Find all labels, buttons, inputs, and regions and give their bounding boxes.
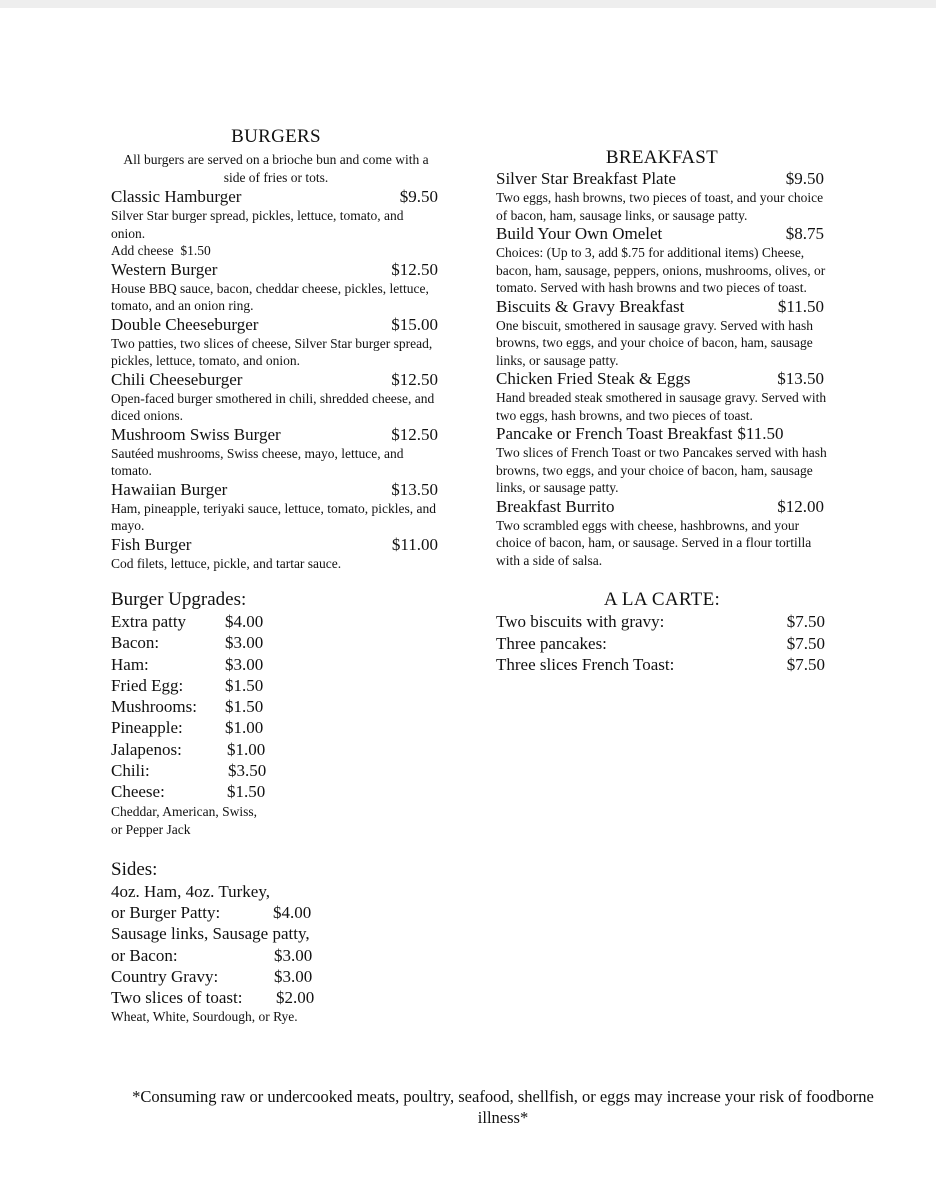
upgrade-name: Ham:	[111, 654, 149, 674]
item-name: Silver Star Breakfast Plate	[496, 169, 676, 188]
item-description: House BBQ sauce, bacon, cheddar cheese, pickles, lettuce, tomato, and an onion ring.	[111, 280, 429, 313]
alacarte-price: $7.50	[786, 612, 825, 631]
upgrade-row	[111, 675, 441, 696]
side-row	[111, 902, 441, 923]
upgrade-row	[111, 611, 441, 632]
item-price: $11.50	[777, 296, 824, 316]
item-description: Two scrambled eggs with cheese, hashbrowns, and your choice of bacon, ham, or sausage. Served in a flour tortilla with a side of salsa.	[496, 517, 812, 568]
burgers-title: BURGERS	[231, 126, 321, 147]
item-description: Two patties, two slices of cheese, Silver Star burger spread, pickles, lettuce, tomato, and onion.	[111, 335, 433, 368]
side-row	[111, 881, 441, 902]
upgrade-row	[111, 717, 441, 738]
toast-options: Wheat, White, Sourdough, or Rye.	[111, 1009, 298, 1025]
side-row	[111, 966, 441, 987]
right-column	[496, 147, 828, 676]
side-price: $4.00	[273, 902, 312, 922]
item-description: Sautéed mushrooms, Swiss cheese, mayo, lettuce, and tomato.	[111, 445, 404, 478]
breakfast-item	[496, 424, 828, 497]
side-price: $3.00	[274, 966, 313, 986]
upgrade-name: Extra patty	[111, 612, 187, 631]
item-price: $15.00	[391, 314, 438, 334]
breakfast-title: BREAKFAST	[605, 147, 719, 168]
upgrade-price: $1.00	[227, 739, 266, 759]
burger-item	[111, 480, 441, 535]
item-name: Hawaiian Burger	[111, 479, 228, 499]
side-name: 4oz. Ham, 4oz. Turkey,	[111, 881, 270, 901]
alacarte-name: Two biscuits with gravy:	[496, 612, 665, 631]
side-row	[111, 987, 441, 1008]
burger-item	[111, 425, 441, 480]
burger-item	[111, 260, 441, 315]
item-name: Fish Burger	[111, 534, 192, 554]
upgrade-name: Bacon:	[111, 633, 160, 653]
item-price: $11.00	[391, 534, 438, 554]
side-row	[111, 945, 441, 966]
alacarte-name: Three pancakes:	[496, 633, 607, 653]
sides-section	[111, 859, 441, 1027]
alacarte-section	[496, 589, 828, 676]
item-name: Pancake or French Toast Breakfast	[496, 424, 733, 443]
item-price: $13.50	[777, 369, 824, 388]
item-name: Build Your Own Omelet	[496, 224, 663, 243]
upgrades-title: Burger Upgrades:	[111, 589, 247, 610]
upgrade-name: Jalapenos:	[111, 739, 182, 759]
item-name: Breakfast Burrito	[496, 496, 615, 516]
upgrade-row	[111, 781, 441, 802]
side-name: or Bacon:	[111, 945, 178, 965]
item-price: $13.50	[391, 479, 438, 499]
alacarte-row	[496, 611, 828, 633]
side-name: or Burger Patty:	[111, 902, 221, 922]
alacarte-name: Three slices French Toast:	[496, 655, 675, 674]
upgrade-row	[111, 696, 441, 717]
item-description: Choices: (Up to 3, add $.75 for additional items) Cheese, bacon, ham, sausage, peppers, onions, mushrooms, olives, or tomato. Served with hash browns and two pieces of toast.	[496, 245, 826, 295]
cheese-options-line-1: Cheddar, American, Swiss,	[111, 803, 258, 819]
item-name: Double Cheeseburger	[111, 314, 259, 334]
breakfast-item	[496, 297, 828, 370]
item-name: Classic Hamburger	[111, 187, 242, 206]
item-price: $12.50	[391, 424, 438, 444]
upgrade-row	[111, 739, 441, 760]
upgrade-name: Chili:	[111, 761, 150, 781]
burger-item	[111, 187, 441, 260]
upgrade-price: $1.50	[225, 675, 264, 695]
burger-item	[111, 535, 441, 573]
item-description: Open-faced burger smothered in chili, shredded cheese, and diced onions.	[111, 390, 435, 423]
upgrade-name: Fried Egg:	[111, 675, 184, 695]
item-name: Biscuits & Gravy Breakfast	[496, 296, 685, 316]
item-description: Cod filets, lettuce, pickle, and tartar sauce.	[111, 555, 342, 571]
burger-item	[111, 370, 441, 425]
item-description: Silver Star burger spread, pickles, lettuce, tomato, and onion.	[111, 208, 404, 241]
side-name: Sausage links, Sausage patty,	[111, 924, 310, 944]
side-row	[111, 923, 441, 944]
cheese-options-line-2: or Pepper Jack	[111, 821, 191, 837]
item-price: $9.50	[785, 169, 824, 188]
side-price: $3.00	[274, 945, 313, 965]
side-name: Country Gravy:	[111, 966, 219, 986]
alacarte-title: A LA CARTE:	[603, 589, 721, 610]
breakfast-item	[496, 169, 828, 224]
upgrade-row	[111, 760, 441, 781]
side-price: $2.00	[276, 988, 315, 1008]
burgers-note: All burgers are served on a brioche bun and come with a side of fries or tots.	[123, 152, 429, 185]
item-description: Hand breaded steak smothered in sausage gravy. Served with two eggs, hash browns, and two pieces of toast.	[496, 390, 827, 423]
top-bar	[0, 0, 936, 8]
item-description: Two slices of French Toast or two Pancakes served with hash browns, two eggs, and your choice of bacon, ham, sausage links, or sausage patty.	[496, 445, 827, 495]
item-price: $12.50	[391, 259, 438, 279]
upgrade-price: $1.50	[227, 782, 266, 802]
upgrade-price: $4.00	[225, 612, 264, 631]
breakfast-item	[496, 224, 828, 297]
side-name: Two slices of toast:	[111, 988, 243, 1008]
upgrade-row	[111, 654, 441, 675]
upgrade-name: Cheese:	[111, 782, 165, 802]
food-safety-disclaimer: *Consuming raw or undercooked meats, poultry, seafood, shellfish, or eggs may increase your risk of foodborne illness*	[132, 1087, 874, 1127]
upgrades-section	[111, 589, 441, 839]
upgrade-price: $3.00	[225, 633, 264, 653]
item-description: Ham, pineapple, teriyaki sauce, lettuce, tomato, pickles, and mayo.	[111, 500, 437, 533]
item-name: Chili Cheeseburger	[111, 369, 243, 389]
upgrade-price: $3.00	[225, 654, 264, 674]
breakfast-item	[496, 497, 828, 570]
add-cheese-note: Add cheese $1.50	[111, 243, 211, 258]
upgrade-price: $1.50	[225, 697, 264, 717]
item-name: Western Burger	[111, 259, 218, 279]
alacarte-price: $7.50	[786, 655, 825, 674]
item-price: $8.75	[785, 224, 824, 243]
left-column	[111, 126, 441, 1026]
item-name: Mushroom Swiss Burger	[111, 424, 281, 444]
upgrade-name: Mushrooms:	[111, 697, 197, 717]
breakfast-item	[496, 369, 828, 424]
upgrade-price: $1.00	[225, 718, 264, 738]
item-description: Two eggs, hash browns, two pieces of toast, and your choice of bacon, ham, sausage links, or sausage patty.	[496, 190, 824, 223]
upgrade-row	[111, 632, 441, 653]
alacarte-price: $7.50	[786, 633, 825, 653]
item-price: $9.50	[399, 187, 438, 206]
upgrade-name: Pineapple:	[111, 718, 183, 738]
upgrade-price: $3.50	[228, 761, 267, 781]
sides-title: Sides:	[111, 858, 158, 880]
item-name: Chicken Fried Steak & Eggs	[496, 369, 691, 388]
item-price: $12.00	[777, 496, 824, 516]
burger-item	[111, 315, 441, 370]
alacarte-row	[496, 654, 828, 676]
item-price: $11.50	[737, 424, 784, 443]
item-description: One biscuit, smothered in sausage gravy. Served with hash browns, two eggs, and your choice of bacon, ham, sausage links, or sausage patty.	[496, 317, 814, 368]
item-price: $12.50	[391, 369, 438, 389]
alacarte-row	[496, 633, 828, 655]
